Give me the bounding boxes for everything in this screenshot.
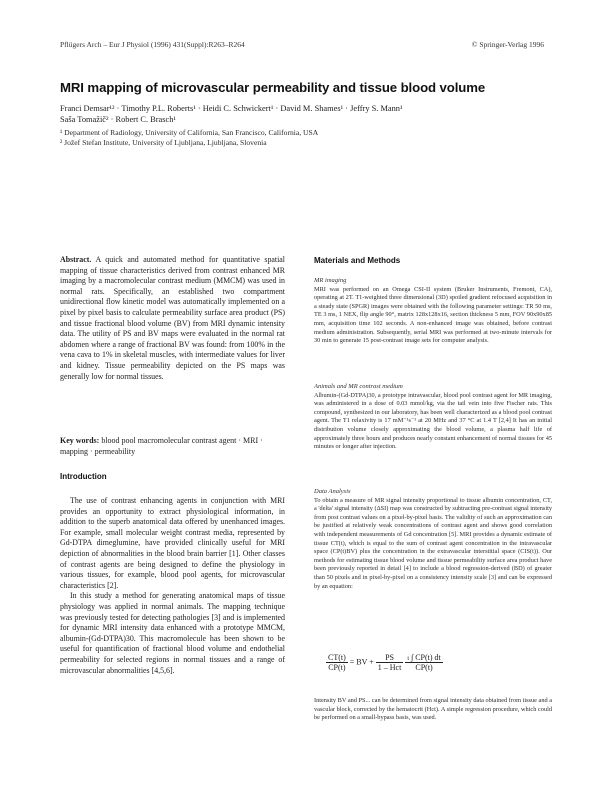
affiliation: ² Jožef Stefan Institute, University of Ljubljana, Ljubljana, Slovenia xyxy=(60,137,267,147)
equation xyxy=(326,653,546,672)
author: Robert C. Brasch¹ xyxy=(115,115,176,124)
keywords-text: blood pool macromolecular contrast agent · MRI · mapping · permeability xyxy=(60,436,263,456)
author: Timothy P.L. Roberts¹ xyxy=(121,104,196,113)
agent-subsection xyxy=(314,383,552,452)
affiliation: ¹ Department of Radiology, University of California, San Francisco, California, USA xyxy=(60,128,319,137)
paragraph: In this study a method for generating anatomical maps of tissue physiology was applied in normal animals. The mapping technique was previously tested for detecting pathologies [3] and is implemented for dynamic MRI intensity data enhanced with a prototype MMCM, albumin-(Gd-DTPA)30. This macromolecule has been shown to be useful for quantification of fractional blood volume and endothelial permeability for selected regions in normal tissues and a range of microvascular abnormalities [4,5,6]. xyxy=(60,591,285,675)
agent-text: Albumin-(Gd-DTPA)30, a prototype intravascular, blood pool contrast agent for MR imaging, was administered in a dose of 0.03 mmol/kg, via the tail vein into five Fischer rats. This compound, synthesized in our laboratory, has been well characterized as a blood pool contrast agent. The T1 relaxivity is 17 mM⁻¹s⁻¹ at 20 MHz and 37 °C at 1.4 T [2,4] It has an initial distribution volume closely approximating the blood volume, a plasma half life of approximately three hours and produces nearly constant enhancement of normal tissues for 45 minutes or longer after injection. xyxy=(314,391,552,451)
abstract-text: A quick and automated method for quantitative spatial mapping of tissue characteristics derived from contrast enhanced MR imaging by a macromolecular contrast medium (MMCM) was used in normal rats. Specifically, an established two compartment unidirectional flow kinetic model was automatically implemented on a pixel by pixel basis to calculate permeability surface area product (PS) and tissue fractional blood volume (BV) from MRI dynamic intensity data. The utility of PS and BV maps were evaluated in the normal rat abdomen where a range of fractional BV was found: from 100% in the vena cava to 1% in skeletal muscles, with intermediate values for liver and kidney. Tissue permeability depicted on the PS maps was generally low for normal tissues. xyxy=(60,255,285,381)
mri-text: MRI was performed on an Omega CSI-II system (Bruker Instruments, Fremont, CA), operating at 2T. T1-weighted three dimensional (3D) spoiled gradient refocused acquisition in a steady state (SPGR) images were obtained with the following parameter settings: TR 50 ms, TE 3 ms, 1 NEX, flip angle 90°, matrix 128x128x16, section thickness 5 mm, FOV 90x90x85 mm, acquisition time 102 seconds. A non-enhanced image was obtained, before contrast medium administration. Subsequently, serial MRI was performed at two-minute intervals for 30 min to generate 15 post-contrast image sets for computer analysis. xyxy=(314,285,552,345)
author: Saša Tomažič² xyxy=(60,115,109,124)
methods-heading: Materials and Methods xyxy=(314,256,401,265)
equation-coefficient: $\frac{PS}{\text{1 – Hct}}$ xyxy=(377,653,402,672)
paragraph: The use of contrast enhancing agents in conjunction with MRI provides an opportunity to extract physiological information, in addition to the superb anatomical data offered by unenhanced images. For example, small molecular weight contrast media, represented by Gd-DTPA dimeglumine, have provided clinically useful for MRI depiction of abnormalities in the blood brain barrier [1]. Other classes of contrast agents are being designed to define the physiology in various tissues, for example, blood pool agents, for microvascular characteristics [2]. xyxy=(60,496,285,590)
data-subheading: Data Analysis xyxy=(314,488,351,495)
journal-citation: Pflügers Arch – Eur J Physiol (1996) 431(Suppl):R263–R264 xyxy=(60,40,245,49)
introduction-section xyxy=(60,472,285,481)
equation-integral: $\frac{t \int CP(t) dt}{CP(t)}$ xyxy=(407,653,441,672)
abstract xyxy=(60,255,285,382)
keywords-label: Key words: xyxy=(60,436,100,445)
publisher-copyright: © Springer-Verlag 1996 xyxy=(471,40,544,49)
mri-subheading: MR imaging xyxy=(314,277,347,284)
methods-section xyxy=(314,256,552,265)
author: Jeffry S. Mann¹ xyxy=(350,104,403,113)
affiliations xyxy=(60,128,530,147)
abstract-label: Abstract. xyxy=(60,255,92,264)
article-title: MRI mapping of microvascular permeability and tissue blood volume xyxy=(60,80,486,95)
keywords xyxy=(60,436,285,457)
introduction-heading: Introduction xyxy=(60,472,107,481)
author: Franci Demsar¹² xyxy=(60,104,115,113)
author: Heidi C. Schwickert¹ xyxy=(202,104,274,113)
mri-subsection xyxy=(314,277,552,346)
data-subsection xyxy=(314,488,552,591)
equation-lhs: $\frac{CT(t)}{CP(t)}$ xyxy=(328,653,346,672)
introduction-body xyxy=(60,496,285,676)
agent-subheading: Animals and MR contrast medium xyxy=(314,383,403,390)
equation-mid: = BV + xyxy=(349,657,374,667)
data-text: To obtain a measure of MR signal intensity proportional to tissue albumin concentration, CT, a 'delta' signal intensity (ΔSI) map was constructed by subtracting pre-contrast signal intensity from post contrast values on a pixel-by-pixel basis. The validity of such an approximation can be justified at relatively weak concentrations of contrast agent and shows good correlation with independent measurements of Gd concentration [5]. MRI provides a dynamic estimate of tissue CT(t), which is equal to the sum of contrast agent concentration in the intravascular space (CP(t)BV) plus the concentration in the extravascular interstitial space (CIS(t)). Our methods for estimating tissue blood volume and tissue permeability surface area product have been previously reported in detail [4] to include a blood regression-derived (BD) of greater than 50 pixels and in pixel-by-pixel on a consistency intensity scale [3] and can be expressed by an equation: xyxy=(314,496,552,590)
post-equation-text: Intensity BV and PS... can be determined from signal intensity data obtained from tissue and a vascular block, corrected by the hematocrit (Hct). A simple regression procedure, which could be performed on a small-bypass basis, was used. xyxy=(314,697,552,722)
author: David M. Shames¹ xyxy=(280,104,344,113)
author-list: Franci Demsar¹² · Timothy P.L. Roberts¹ · Heidi C. Schwickert¹ · David M. Shames¹ · Jeffry S. Mann¹ Saša Tomažič² · Robert C. Brasch¹ xyxy=(60,104,403,124)
